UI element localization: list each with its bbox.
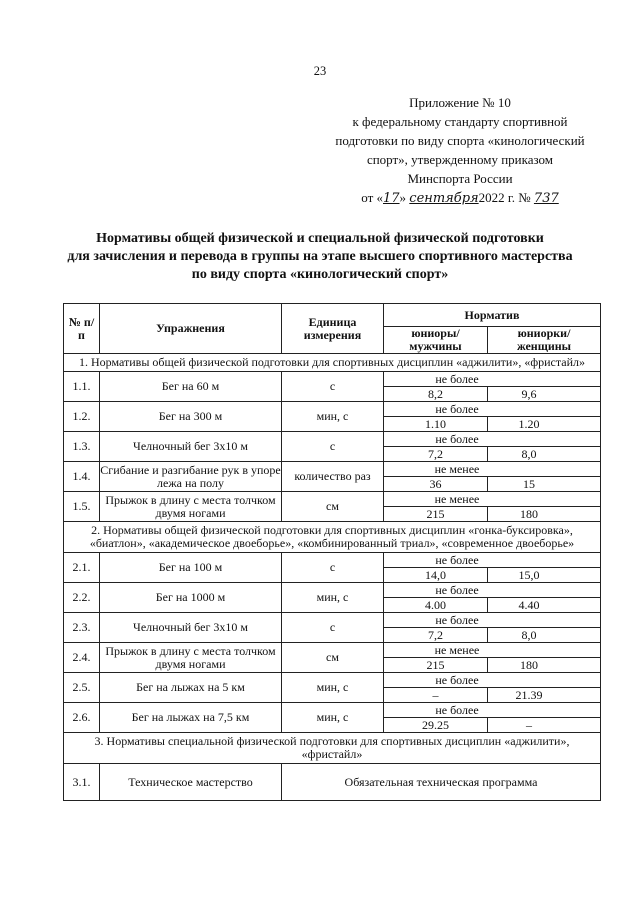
row-num: 2.6.	[64, 703, 100, 733]
table-row	[64, 703, 601, 718]
row-condition: не более	[384, 583, 601, 598]
row-num: 2.2.	[64, 583, 100, 613]
section-title: 1. Нормативы общей физической подготовки для спортивных дисциплин «аджилити», «фристайл»	[64, 354, 601, 372]
row-unit: мин, с	[282, 583, 384, 613]
header-num: № п/п	[64, 304, 100, 354]
row-unit: см	[282, 492, 384, 522]
row-unit: с	[282, 613, 384, 643]
handwritten-order-number: 737	[533, 191, 559, 206]
row-num: 1.3.	[64, 432, 100, 462]
date-suffix: 2022 г. №	[478, 190, 534, 205]
row-num: 1.4.	[64, 462, 100, 492]
row-num: 1.5.	[64, 492, 100, 522]
row-num: 2.3.	[64, 613, 100, 643]
row-female-value: 15,0	[488, 568, 601, 583]
appendix-line: спорт», утвержденному приказом	[366, 152, 554, 167]
date-prefix: от «	[361, 190, 383, 205]
row-male-value: 4.00	[384, 598, 488, 613]
row-unit: см	[282, 643, 384, 673]
row-male-value: 1.10	[384, 417, 488, 432]
row-unit: с	[282, 372, 384, 402]
row-num: 2.4.	[64, 643, 100, 673]
section-title: 3. Нормативы специальной физической подготовки для спортивных дисциплин «аджилити», «фристайл»	[64, 733, 601, 764]
row-male-value: 7,2	[384, 447, 488, 462]
date-mid: »	[399, 190, 410, 205]
table-row	[64, 462, 601, 477]
header-unit: Единица измерения	[282, 304, 384, 354]
row-male-value: 36	[384, 477, 488, 492]
norms-table	[63, 303, 601, 801]
row-exercise: Бег на 1000 м	[100, 583, 282, 613]
row-exercise: Челночный бег 3х10 м	[100, 432, 282, 462]
document-heading	[30, 230, 610, 284]
row-female-value: 15	[488, 477, 601, 492]
row-condition: не более	[384, 432, 601, 447]
row-num: 2.5.	[64, 673, 100, 703]
row-condition: не менее	[384, 462, 601, 477]
table-row	[64, 643, 601, 658]
appendix-line: к федеральному стандарту спортивной	[352, 114, 568, 129]
row-male-value: 14,0	[384, 568, 488, 583]
row-female-value: 21.39	[488, 688, 601, 703]
table-row	[64, 613, 601, 628]
row-female-value: –	[488, 718, 601, 733]
row-female-value: 8,0	[488, 628, 601, 643]
header-exercise: Упражнения	[100, 304, 282, 354]
table-row	[64, 492, 601, 507]
row-exercise: Бег на лыжах на 7,5 км	[100, 703, 282, 733]
row-unit: мин, с	[282, 402, 384, 432]
row-female-value: 4.40	[488, 598, 601, 613]
row-num: 2.1.	[64, 553, 100, 583]
table-row	[64, 402, 601, 417]
header-norm: Норматив	[384, 304, 601, 327]
row-condition: не более	[384, 703, 601, 718]
row-male-value: 215	[384, 658, 488, 673]
table-row	[64, 583, 601, 598]
section-row	[64, 522, 601, 553]
row-condition: не более	[384, 372, 601, 387]
row-exercise: Прыжок в длину с места толчком двумя ногами	[100, 643, 282, 673]
header-male: юниоры/ мужчины	[384, 327, 488, 354]
appendix-block	[300, 93, 620, 208]
row-male-value: 7,2	[384, 628, 488, 643]
row-female-value: 180	[488, 658, 601, 673]
row-male-value: 29.25	[384, 718, 488, 733]
handwritten-day: 17	[383, 191, 400, 206]
row-unit: мин, с	[282, 703, 384, 733]
row-male-value: 215	[384, 507, 488, 522]
row-exercise: Бег на 300 м	[100, 402, 282, 432]
row-exercise: Челночный бег 3х10 м	[100, 613, 282, 643]
section-row	[64, 354, 601, 372]
appendix-line: Минспорта России	[407, 171, 513, 186]
row-unit: количество раз	[282, 462, 384, 492]
row-unit: с	[282, 432, 384, 462]
row-female-value: 8,0	[488, 447, 601, 462]
appendix-line: подготовки по виду спорта «кинологический	[335, 133, 585, 148]
row-male-value: –	[384, 688, 488, 703]
heading-line: для зачисления и перевода в группы на этапе высшего спортивного мастерства	[67, 249, 573, 264]
row-exercise: Бег на 60 м	[100, 372, 282, 402]
section-row	[64, 733, 601, 764]
row-exercise: Бег на 100 м	[100, 553, 282, 583]
heading-line: по виду спорта «кинологический спорт»	[191, 267, 449, 282]
table-row	[64, 372, 601, 387]
row-female-value: 180	[488, 507, 601, 522]
row-num: 1.1.	[64, 372, 100, 402]
row-female-value: 1.20	[488, 417, 601, 432]
header-female: юниорки/ женщины	[488, 327, 601, 354]
section-title: 2. Нормативы общей физической подготовки для спортивных дисциплин «гонка-буксировка», «биатлон», «академическое двоеборье», «комбинированный триал», «современное двоеборье»	[64, 522, 601, 553]
row-unit: мин, с	[282, 673, 384, 703]
table-row	[64, 764, 601, 801]
row-num: 1.2.	[64, 402, 100, 432]
row-program: Обязательная техническая программа	[282, 764, 601, 801]
row-female-value: 9,6	[488, 387, 601, 402]
row-condition: не менее	[384, 492, 601, 507]
row-exercise: Прыжок в длину с места толчком двумя ногами	[100, 492, 282, 522]
table-row	[64, 432, 601, 447]
table-row	[64, 553, 601, 568]
row-condition: не более	[384, 402, 601, 417]
handwritten-month: сентября	[409, 191, 479, 206]
row-condition: не более	[384, 673, 601, 688]
row-unit: с	[282, 553, 384, 583]
row-num: 3.1.	[64, 764, 100, 801]
heading-line: Нормативы общей физической и специальной физической подготовки	[96, 231, 544, 246]
row-condition: не более	[384, 613, 601, 628]
row-exercise: Сгибание и разгибание рук в упоре лежа на полу	[100, 462, 281, 490]
table-row	[64, 673, 601, 688]
appendix-date-line	[300, 188, 620, 208]
row-condition: не менее	[384, 643, 601, 658]
row-male-value: 8,2	[384, 387, 488, 402]
row-exercise: Бег на лыжах на 5 км	[100, 673, 282, 703]
page-number: 23	[313, 64, 327, 78]
appendix-title: Приложение № 10	[409, 95, 511, 110]
row-exercise: Техническое мастерство	[100, 764, 282, 801]
row-condition: не более	[384, 553, 601, 568]
